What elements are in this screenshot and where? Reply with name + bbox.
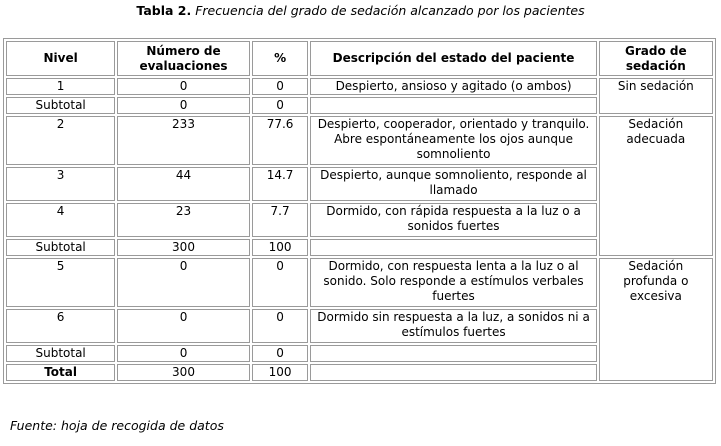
cell-descripcion: Dormido sin respuesta a la luz, a sonidos ni a estímulos fuertes [310,309,596,343]
cell-pct: 100 [252,364,309,381]
cell-nivel: Subtotal [6,97,115,114]
cell-nivel-total: Total [6,364,115,381]
cell-pct: 77.6 [252,116,309,165]
header-nivel: Nivel [6,41,115,76]
cell-pct: 14.7 [252,167,309,201]
cell-descripcion [310,345,596,362]
cell-numero: 0 [117,345,250,362]
header-pct: % [252,41,309,76]
table-row [6,78,713,95]
caption-label: Tabla 2. [136,3,192,18]
cell-nivel: 2 [6,116,115,165]
sedation-table [3,38,716,384]
cell-descripcion [310,97,596,114]
cell-descripcion: Dormido, con respuesta lenta a la luz o al sonido. Solo responde a estímulos verbales fuertes [310,258,596,307]
cell-descripcion: Despierto, aunque somnoliento, responde al llamado [310,167,596,201]
cell-nivel: 5 [6,258,115,307]
caption-text: Frecuencia del grado de sedación alcanzado por los pacientes [195,3,585,18]
cell-numero: 233 [117,116,250,165]
cell-numero: 0 [117,97,250,114]
cell-grado-adecuada: Sedación adecuada [599,116,713,256]
table-row [6,116,713,165]
cell-numero: 300 [117,239,250,256]
cell-numero: 0 [117,258,250,307]
cell-pct: 0 [252,78,309,95]
cell-descripcion: Despierto, cooperador, orientado y tranquilo. Abre espontáneamente los ojos aunque somnoliento [310,116,596,165]
cell-nivel: 6 [6,309,115,343]
header-numero: Número de evaluaciones [117,41,250,76]
cell-pct: 0 [252,309,309,343]
cell-nivel: 3 [6,167,115,201]
cell-numero: 300 [117,364,250,381]
cell-pct: 100 [252,239,309,256]
cell-descripcion: Dormido, con rápida respuesta a la luz o a sonidos fuertes [310,203,596,237]
cell-descripcion: Despierto, ansioso y agitado (o ambos) [310,78,596,95]
cell-pct: 7.7 [252,203,309,237]
table-header-row [6,41,713,76]
cell-grado-profunda: Sedación profunda o excesiva [599,258,713,381]
cell-pct: 0 [252,258,309,307]
header-grado: Grado de sedación [599,41,713,76]
cell-descripcion [310,364,596,381]
cell-descripcion [310,239,596,256]
cell-grado-sin: Sin sedación [599,78,713,114]
cell-numero: 23 [117,203,250,237]
cell-pct: 0 [252,97,309,114]
cell-numero: 0 [117,78,250,95]
cell-nivel: 4 [6,203,115,237]
table-row [6,258,713,307]
cell-numero: 0 [117,309,250,343]
source-note: Fuente: hoja de recogida de datos [10,418,224,433]
table-caption [0,3,721,18]
cell-nivel: Subtotal [6,239,115,256]
cell-numero: 44 [117,167,250,201]
cell-nivel: Subtotal [6,345,115,362]
header-descripcion: Descripción del estado del paciente [310,41,596,76]
cell-nivel: 1 [6,78,115,95]
cell-pct: 0 [252,345,309,362]
